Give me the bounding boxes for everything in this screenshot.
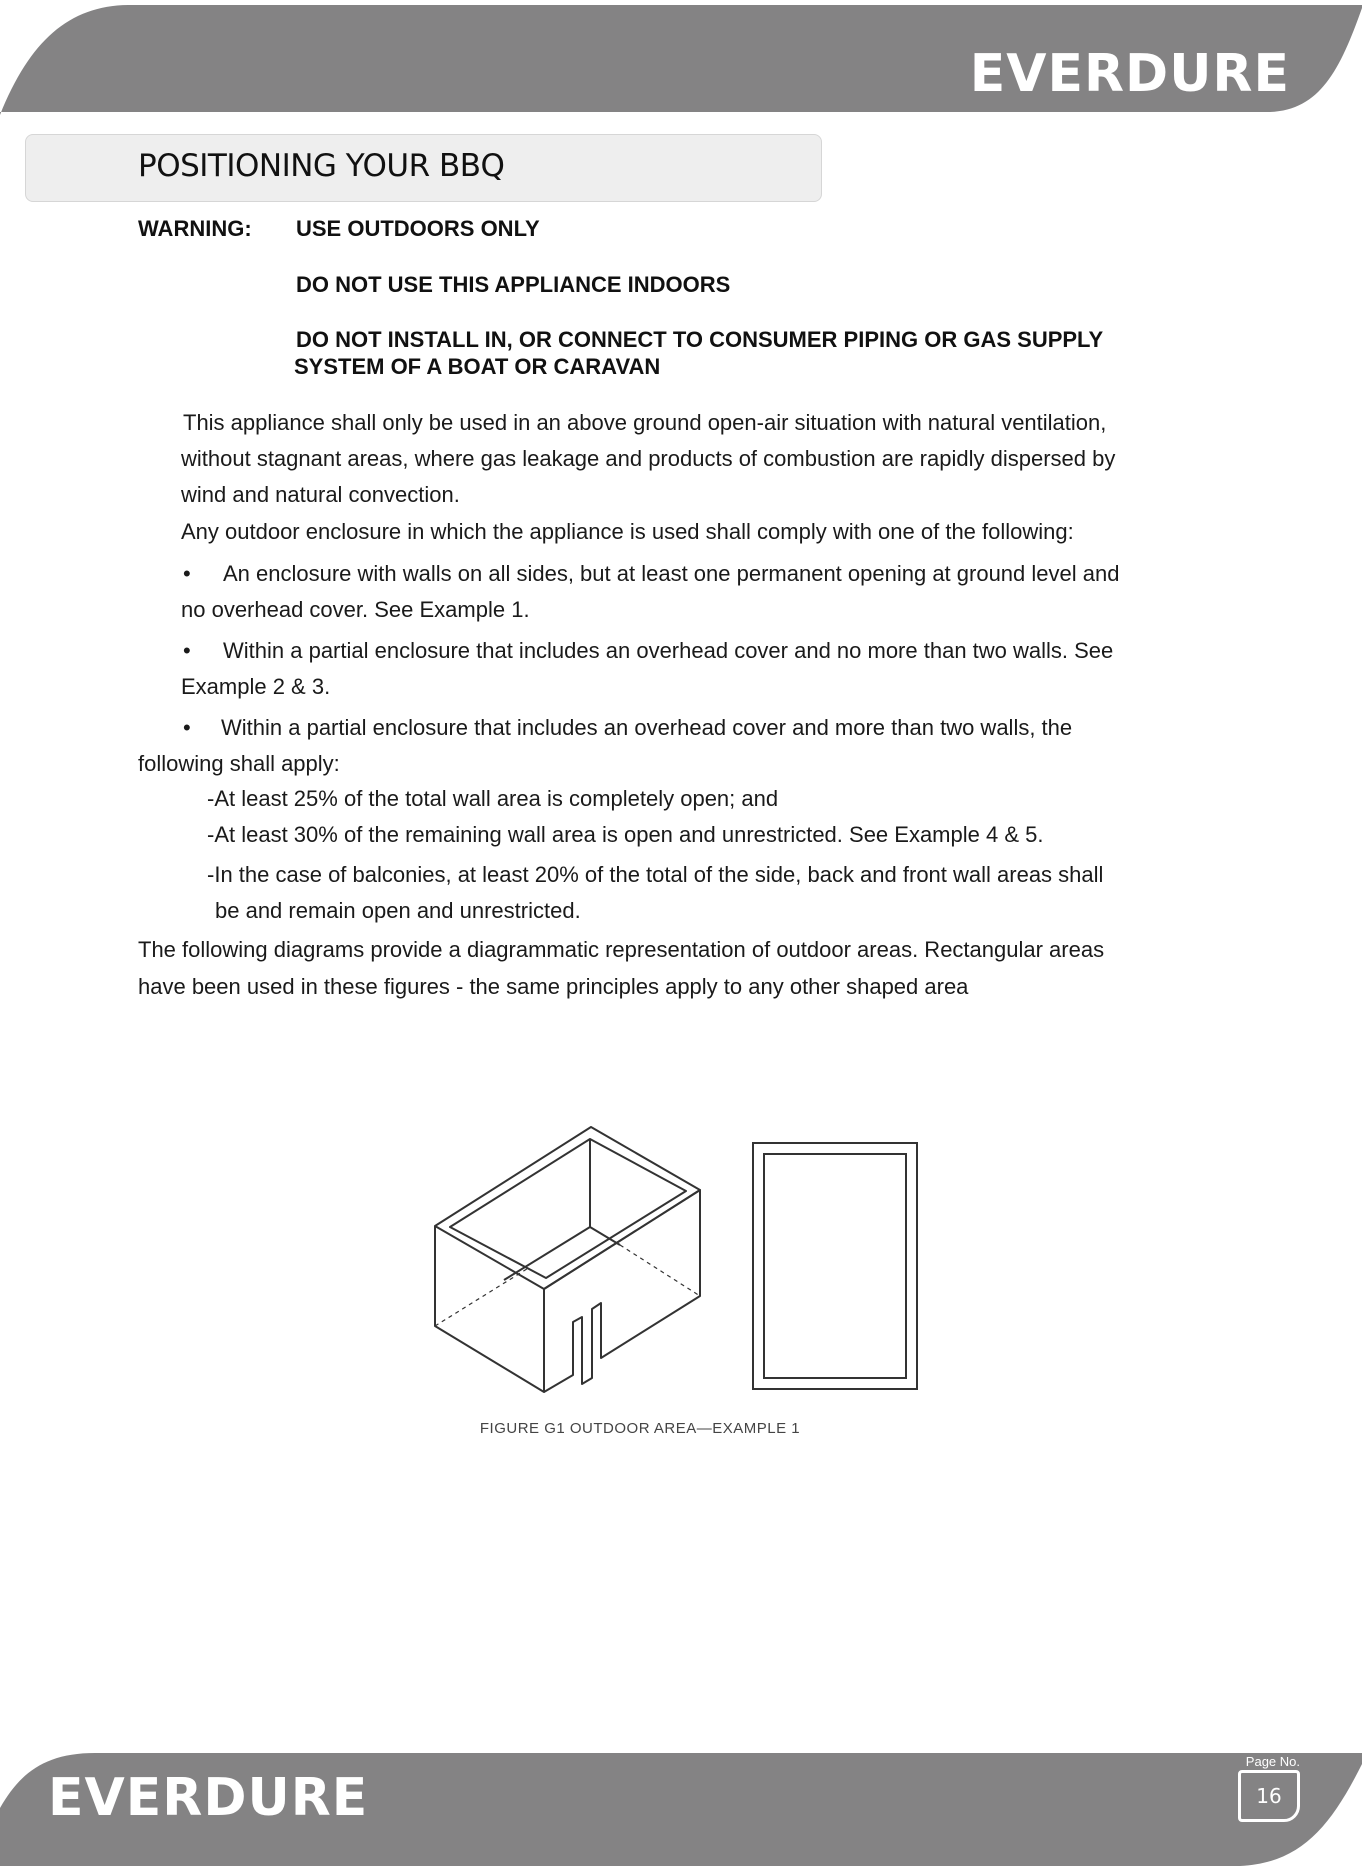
enclosure-box-isometric: [435, 1127, 700, 1392]
enclosure-plan-view: [753, 1143, 917, 1389]
intro-line: without stagnant areas, where gas leakage and products of combustion are rapidly dispersed by: [181, 446, 1116, 471]
sub-item: be and remain open and unrestricted.: [215, 898, 581, 923]
figure-g1-diagram: [420, 1110, 940, 1400]
bullet-marker: •: [183, 715, 191, 740]
enclosure-intro: Any outdoor enclosure in which the appliance is used shall comply with one of the following:: [181, 519, 1074, 544]
warning-label: WARNING:: [138, 216, 252, 241]
closing-line: The following diagrams provide a diagrammatic representation of outdoor areas. Rectangular areas: [138, 937, 1105, 962]
figure-caption: FIGURE G1 OUTDOOR AREA—EXAMPLE 1: [479, 1420, 801, 1437]
sub-item: -At least 30% of the remaining wall area is open and unrestricted. See Example 4 & 5.: [207, 822, 1044, 847]
sub-item: -In the case of balconies, at least 20% of the total of the side, back and front wall areas shall: [207, 862, 1104, 887]
page-number-label: Page No.: [1245, 1754, 1300, 1769]
sub-item: -At least 25% of the total wall area is completely open; and: [207, 786, 779, 811]
page-number-badge: 16: [1238, 1770, 1300, 1822]
section-title: POSITIONING YOUR BBQ: [138, 148, 505, 184]
bullet-line: Example 2 & 3.: [181, 674, 331, 699]
header-brand-logo: EVERDURE: [969, 44, 1290, 104]
closing-line: have been used in these figures - the same principles apply to any other shaped area: [138, 974, 969, 999]
warning-line: USE OUTDOORS ONLY: [296, 216, 540, 241]
bullet-line: Within a partial enclosure that includes an overhead cover and no more than two walls. See: [223, 638, 1114, 663]
bullet-line: no overhead cover. See Example 1.: [181, 597, 530, 622]
bullet-line: Within a partial enclosure that includes an overhead cover and more than two walls, the: [221, 715, 1073, 740]
footer-brand-logo: EVERDURE: [48, 1768, 369, 1828]
bullet-line: An enclosure with walls on all sides, but at least one permanent opening at ground level and: [223, 561, 1120, 586]
bullet-marker: •: [183, 638, 191, 663]
bullet-line: following shall apply:: [138, 751, 340, 776]
warning-line: SYSTEM OF A BOAT OR CARAVAN: [294, 354, 661, 379]
bullet-marker: •: [183, 561, 191, 586]
warning-line: DO NOT USE THIS APPLIANCE INDOORS: [296, 272, 731, 297]
intro-line: This appliance shall only be used in an above ground open-air situation with natural ventilation,: [183, 410, 1107, 435]
warning-line: DO NOT INSTALL IN, OR CONNECT TO CONSUMER PIPING OR GAS SUPPLY: [296, 327, 1104, 352]
intro-line: wind and natural convection.: [181, 482, 460, 507]
